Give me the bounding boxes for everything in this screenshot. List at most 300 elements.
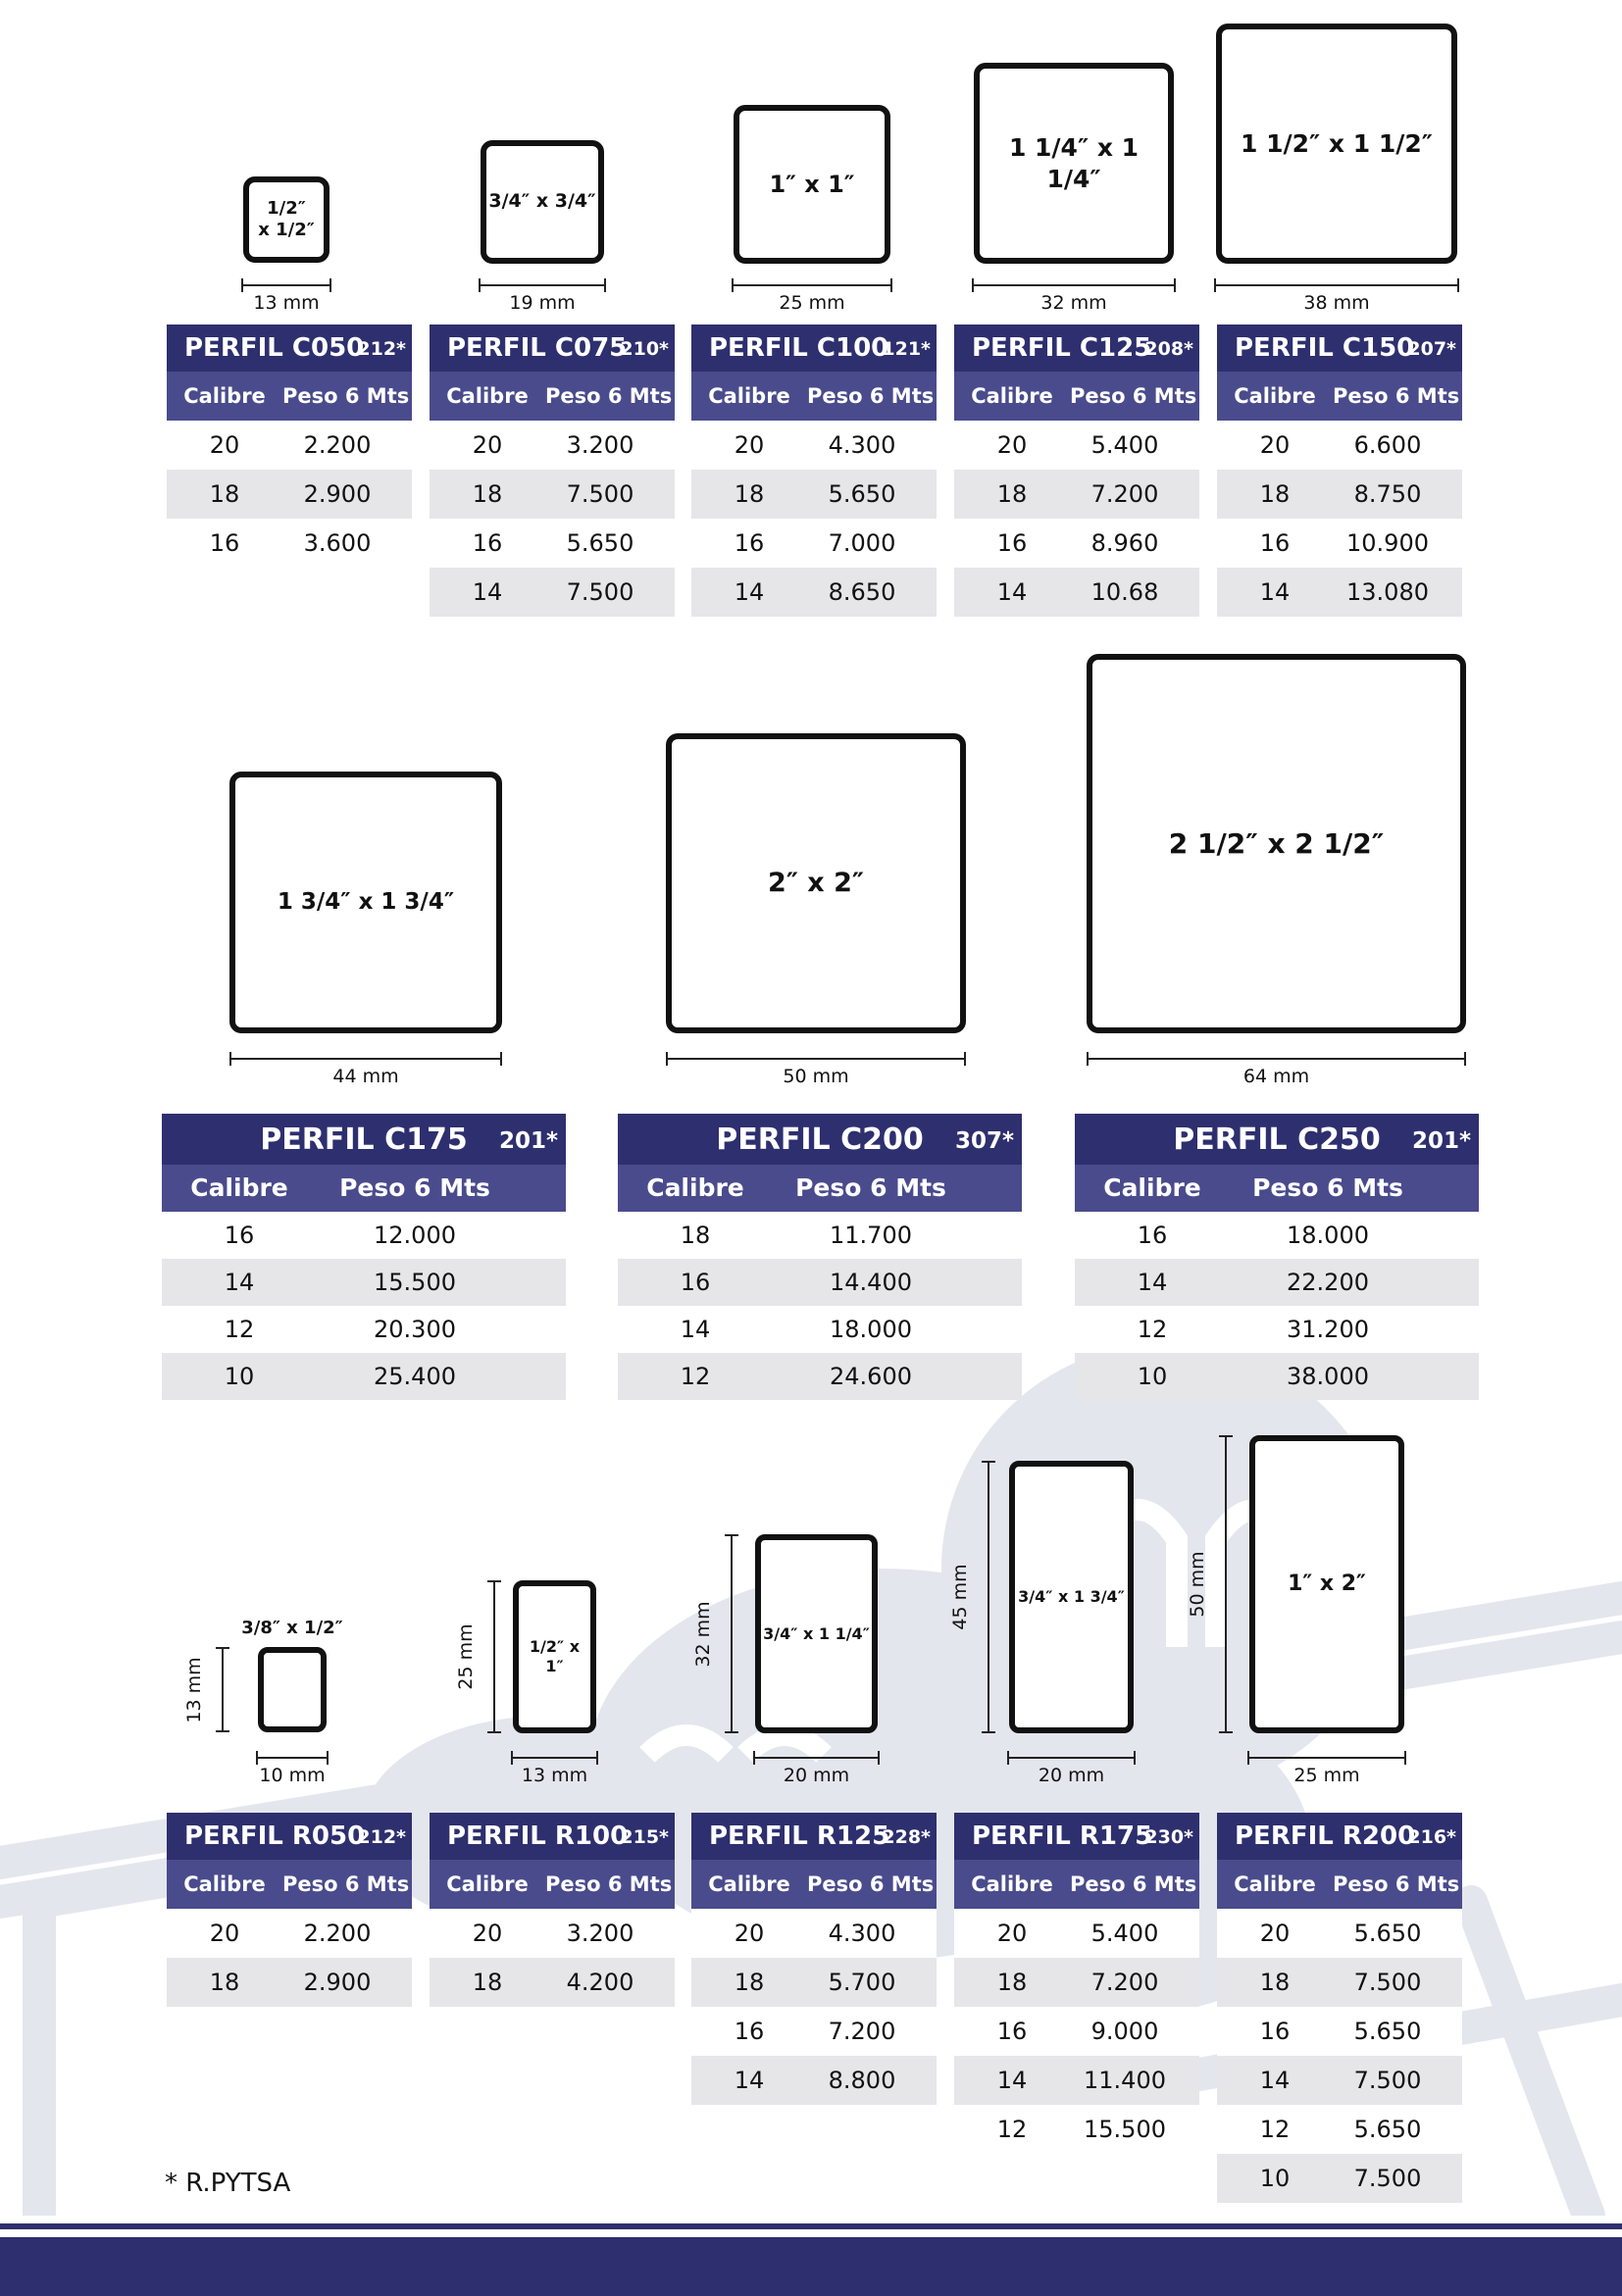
dimension-line — [666, 1058, 966, 1060]
cell-peso: 8.960 — [1090, 529, 1159, 557]
table-row — [162, 1353, 566, 1400]
dimension-tick — [666, 1052, 668, 1066]
profile-drawing — [1249, 1435, 1404, 1733]
reference-code: 307* — [954, 1128, 1014, 1154]
header-calibre: Calibre — [183, 384, 266, 408]
height-label: 45 mm — [949, 1564, 971, 1630]
profile-size-label — [769, 170, 854, 199]
cell-calibre: 18 — [996, 1969, 1028, 1996]
table-row — [1217, 1958, 1462, 2007]
width-dimension-line — [256, 1751, 329, 1765]
header-peso: Peso 6 Mts — [807, 1872, 935, 1896]
dimension-line — [1007, 1757, 1136, 1759]
header-peso: Peso 6 Mts — [545, 384, 673, 408]
spec-table — [167, 324, 412, 568]
table-row — [167, 1909, 412, 1958]
cell-calibre: 16 — [1259, 2018, 1291, 2045]
cell-peso: 9.000 — [1090, 2018, 1159, 2045]
cell-peso: 5.400 — [1090, 1920, 1159, 1947]
cell-peso: 4.300 — [828, 1920, 896, 1947]
dimension-tick — [1087, 1052, 1089, 1066]
width-label: 25 mm — [779, 292, 845, 314]
width-dimension-line — [1247, 1751, 1406, 1765]
cell-peso: 12.000 — [374, 1222, 456, 1249]
table-row — [618, 1259, 1022, 1306]
size-line: 1/2″ — [267, 197, 306, 219]
profile-code: PERFIL C050 — [184, 333, 365, 363]
column-headers — [618, 1165, 1022, 1212]
profile-drawing — [666, 733, 966, 1033]
height-dimension-line — [216, 1647, 229, 1732]
size-line: 1 1/4″ x 1 1/4″ — [1008, 133, 1140, 193]
dimension-tick — [753, 1751, 755, 1765]
profile-code: PERFIL C100 — [709, 333, 889, 363]
dimension-tick — [982, 1461, 995, 1463]
profile-code: PERFIL C075 — [447, 333, 628, 363]
table-row — [1217, 2007, 1462, 2056]
reference-code: 215* — [620, 1826, 669, 1848]
header-calibre: Calibre — [646, 1173, 744, 1202]
profile-size-label — [258, 198, 315, 242]
cell-peso: 13.080 — [1346, 578, 1429, 606]
table-title — [430, 1813, 675, 1860]
cell-peso: 3.200 — [566, 431, 634, 459]
table-row — [691, 2007, 937, 2056]
profile-size-label: 3/8″ x 1/2″ — [241, 1618, 343, 1638]
header-calibre: Calibre — [971, 384, 1053, 408]
table-row — [1075, 1306, 1479, 1353]
dimension-tick — [596, 1751, 598, 1765]
spec-table — [618, 1114, 1022, 1400]
dimension-tick — [1134, 1751, 1136, 1765]
width-label: 50 mm — [783, 1066, 849, 1087]
height-label: 50 mm — [1187, 1551, 1208, 1618]
size-line: 1″ x 1″ — [769, 171, 855, 198]
cell-peso: 10.68 — [1090, 578, 1159, 606]
cell-calibre: 12 — [996, 2116, 1028, 2143]
table-row — [1217, 2056, 1462, 2105]
profile-code: PERFIL C250 — [1173, 1123, 1381, 1157]
table-row — [618, 1306, 1022, 1353]
cell-calibre: 14 — [1259, 578, 1291, 606]
header-calibre: Calibre — [446, 384, 529, 408]
width-label: 44 mm — [332, 1066, 399, 1087]
spec-table — [1217, 324, 1462, 617]
height-dimension-line — [487, 1580, 501, 1733]
cell-calibre: 18 — [680, 1222, 711, 1249]
table-row — [1075, 1259, 1479, 1306]
width-label: 13 mm — [521, 1765, 588, 1786]
cell-calibre: 20 — [209, 1920, 240, 1947]
size-line: x 1/2″ — [258, 220, 315, 240]
profile-size-label: 1 3/4″ x 1 3/4″ — [277, 889, 455, 916]
height-label: 13 mm — [183, 1656, 205, 1723]
width-dimension-line — [753, 1751, 880, 1765]
cell-calibre: 16 — [680, 1269, 711, 1296]
reference-code: 216* — [1407, 1826, 1456, 1848]
header-peso: Peso 6 Mts — [1333, 384, 1460, 408]
profile-drawing — [229, 772, 502, 1033]
header-calibre: Calibre — [1234, 384, 1316, 408]
cell-calibre: 16 — [996, 2018, 1028, 2045]
cell-peso: 7.500 — [1353, 1969, 1422, 1996]
width-dimension-line — [479, 278, 606, 292]
table-row — [430, 568, 675, 617]
width-dimension-line — [241, 278, 331, 292]
dimension-tick — [487, 1731, 501, 1733]
cell-calibre: 12 — [224, 1316, 255, 1343]
cell-calibre: 18 — [209, 480, 240, 508]
table-title — [430, 324, 675, 372]
table-row — [1075, 1212, 1479, 1259]
profile-drawing — [243, 176, 329, 263]
cell-peso: 15.500 — [1084, 2116, 1166, 2143]
dimension-tick — [878, 1751, 880, 1765]
cell-calibre: 16 — [734, 529, 765, 557]
profile-code: PERFIL R050 — [184, 1822, 366, 1851]
spec-table — [1075, 1114, 1479, 1400]
cell-calibre: 18 — [734, 1969, 765, 1996]
reference-code: 208* — [1144, 338, 1193, 360]
width-label: 10 mm — [259, 1765, 326, 1786]
profile-drawing — [258, 1647, 327, 1732]
width-dimension-line — [732, 278, 892, 292]
dimension-tick — [500, 1052, 502, 1066]
dimension-tick — [725, 1731, 738, 1733]
dimension-tick — [511, 1751, 513, 1765]
profile-code: PERFIL C125 — [972, 333, 1152, 363]
profile-code: PERFIL C200 — [716, 1123, 924, 1157]
cell-calibre: 20 — [1259, 1920, 1291, 1947]
spec-table — [430, 324, 675, 617]
header-calibre: Calibre — [708, 384, 790, 408]
cell-peso: 7.200 — [1090, 1969, 1159, 1996]
dimension-line — [1214, 284, 1459, 286]
table-title — [1217, 1813, 1462, 1860]
profile-drawing — [734, 105, 890, 264]
cell-peso: 5.650 — [566, 529, 634, 557]
cell-peso: 7.200 — [1090, 480, 1159, 508]
profile-size-label — [488, 190, 595, 214]
profile-drawing — [974, 63, 1174, 264]
cell-peso: 5.650 — [1353, 1920, 1422, 1947]
cell-calibre: 12 — [1259, 2116, 1291, 2143]
table-row — [167, 519, 412, 568]
column-headers — [954, 372, 1199, 421]
column-headers — [954, 1860, 1199, 1909]
dimension-tick — [1219, 1435, 1233, 1437]
table-title — [167, 324, 412, 372]
dimension-line — [256, 1757, 329, 1759]
dimension-tick — [1007, 1751, 1009, 1765]
cell-calibre: 10 — [1259, 2165, 1291, 2192]
table-row — [954, 1958, 1199, 2007]
reference-code: 212* — [357, 338, 406, 360]
height-dimension-line — [1219, 1435, 1233, 1733]
header-peso: Peso 6 Mts — [545, 1872, 673, 1896]
column-headers — [430, 1860, 675, 1909]
cell-peso: 2.200 — [303, 1920, 372, 1947]
table-row — [954, 421, 1199, 470]
cell-peso: 7.000 — [828, 529, 896, 557]
profile-code: PERFIL R125 — [709, 1822, 890, 1851]
profile-drawing — [513, 1580, 596, 1733]
column-headers — [1217, 372, 1462, 421]
spec-table — [167, 1813, 412, 2007]
cell-peso: 11.700 — [830, 1222, 912, 1249]
width-dimension-line — [666, 1052, 966, 1066]
profile-drawing — [755, 1534, 878, 1733]
dimension-tick — [216, 1647, 229, 1649]
profile-size-label: 3/4″ x 1 1/4″ — [763, 1623, 870, 1643]
spec-table — [1217, 1813, 1462, 2203]
header-calibre: Calibre — [1103, 1173, 1201, 1202]
cell-calibre: 16 — [1137, 1222, 1168, 1249]
dimension-line — [1225, 1435, 1227, 1733]
cell-calibre: 16 — [224, 1222, 255, 1249]
table-row — [1217, 421, 1462, 470]
dimension-line — [731, 1534, 733, 1733]
column-headers — [167, 372, 412, 421]
width-dimension-line — [511, 1751, 598, 1765]
cell-calibre: 12 — [1137, 1316, 1168, 1343]
dimension-tick — [241, 278, 243, 292]
footer-divider — [0, 2223, 1622, 2229]
cell-calibre: 18 — [734, 480, 765, 508]
column-headers — [1217, 1860, 1462, 1909]
width-label: 20 mm — [1038, 1765, 1105, 1786]
reference-code: 121* — [882, 338, 931, 360]
spec-table — [162, 1114, 566, 1400]
profile-drawing — [481, 140, 604, 264]
table-row — [954, 1909, 1199, 1958]
spec-table — [691, 1813, 937, 2105]
dimension-line — [229, 1058, 502, 1060]
table-row — [691, 568, 937, 617]
cell-calibre: 20 — [1259, 431, 1291, 459]
cell-peso: 2.900 — [303, 480, 372, 508]
header-peso: Peso 6 Mts — [339, 1173, 490, 1202]
cell-peso: 5.650 — [1353, 2116, 1422, 2143]
table-row — [162, 1306, 566, 1353]
width-dimension-line — [972, 278, 1176, 292]
table-row — [691, 470, 937, 519]
cell-calibre: 20 — [472, 431, 503, 459]
cell-calibre: 14 — [1137, 1269, 1168, 1296]
table-row — [954, 519, 1199, 568]
dimension-line — [511, 1757, 598, 1759]
cell-peso: 7.500 — [566, 480, 634, 508]
cell-peso: 15.500 — [374, 1269, 456, 1296]
table-title — [954, 1813, 1199, 1860]
table-row — [1217, 2154, 1462, 2203]
table-row — [167, 1958, 412, 2007]
dimension-tick — [1247, 1751, 1249, 1765]
table-row — [1217, 519, 1462, 568]
header-peso: Peso 6 Mts — [1070, 384, 1197, 408]
column-headers — [430, 372, 675, 421]
profile-drawing — [1087, 654, 1466, 1033]
table-row — [167, 421, 412, 470]
reference-code: 228* — [882, 1826, 931, 1848]
dimension-tick — [256, 1751, 258, 1765]
reference-code: 201* — [498, 1128, 558, 1154]
table-row — [954, 470, 1199, 519]
cell-calibre: 16 — [996, 529, 1028, 557]
cell-calibre: 16 — [1259, 529, 1291, 557]
column-headers — [1075, 1165, 1479, 1212]
dimension-tick — [725, 1534, 738, 1536]
cell-peso: 8.800 — [828, 2067, 896, 2094]
width-dimension-line — [229, 1052, 502, 1066]
cell-peso: 8.650 — [828, 578, 896, 606]
table-row — [430, 421, 675, 470]
header-peso: Peso 6 Mts — [1333, 1872, 1460, 1896]
cell-peso: 6.600 — [1353, 431, 1422, 459]
cell-calibre: 20 — [472, 1920, 503, 1947]
cell-calibre: 18 — [1259, 480, 1291, 508]
profile-size-label: 1″ x 2″ — [1288, 1572, 1366, 1597]
width-label: 13 mm — [253, 292, 320, 314]
table-title — [167, 1813, 412, 1860]
cell-calibre: 18 — [996, 480, 1028, 508]
table-title — [691, 1813, 937, 1860]
dimension-line — [241, 284, 331, 286]
cell-peso: 38.000 — [1287, 1363, 1369, 1390]
profile-size-label: 3/4″ x 1 3/4″ — [1018, 1587, 1125, 1606]
profile-size-label: 1/2″ x 1″ — [529, 1637, 581, 1675]
cell-peso: 4.300 — [828, 431, 896, 459]
spec-table — [430, 1813, 675, 2007]
reference-code: 201* — [1411, 1128, 1471, 1154]
height-dimension-line — [982, 1461, 995, 1733]
cell-peso: 5.650 — [828, 480, 896, 508]
table-row — [162, 1212, 566, 1259]
dimension-tick — [1457, 278, 1459, 292]
cell-calibre: 12 — [680, 1363, 711, 1390]
cell-calibre: 16 — [734, 2018, 765, 2045]
dimension-line — [493, 1580, 495, 1733]
dimension-tick — [1464, 1052, 1466, 1066]
table-title — [1217, 324, 1462, 372]
table-row — [954, 2056, 1199, 2105]
footer-bar — [0, 2237, 1622, 2296]
dimension-tick — [982, 1731, 995, 1733]
dimension-tick — [479, 278, 481, 292]
dimension-line — [972, 284, 1176, 286]
cell-peso: 5.650 — [1353, 2018, 1422, 2045]
cell-peso: 14.400 — [830, 1269, 912, 1296]
profile-size-label — [980, 132, 1168, 194]
width-dimension-line — [1007, 1751, 1136, 1765]
cell-peso: 22.200 — [1287, 1269, 1369, 1296]
cell-peso: 7.500 — [1353, 2067, 1422, 2094]
table-title — [1075, 1114, 1479, 1165]
dimension-tick — [732, 278, 734, 292]
header-peso: Peso 6 Mts — [1070, 1872, 1197, 1896]
size-line: 1 1/2″ x 1 1/2″ — [1241, 128, 1433, 158]
dimension-tick — [1174, 278, 1176, 292]
width-label: 64 mm — [1242, 1066, 1310, 1087]
cell-peso: 3.200 — [566, 1920, 634, 1947]
dimension-tick — [1404, 1751, 1406, 1765]
header-calibre: Calibre — [708, 1872, 790, 1896]
table-row — [954, 2007, 1199, 2056]
reference-code: 210* — [620, 338, 669, 360]
height-dimension-line — [725, 1534, 738, 1733]
table-title — [954, 324, 1199, 372]
header-peso: Peso 6 Mts — [282, 1872, 410, 1896]
table-row — [167, 470, 412, 519]
footnote: * R.PYTSA — [165, 2169, 291, 2198]
header-calibre: Calibre — [183, 1872, 266, 1896]
column-headers — [162, 1165, 566, 1212]
table-row — [162, 1259, 566, 1306]
cell-calibre: 16 — [472, 529, 503, 557]
dimension-line — [1247, 1757, 1406, 1759]
cell-calibre: 14 — [224, 1269, 255, 1296]
header-calibre: Calibre — [1234, 1872, 1316, 1896]
cell-calibre: 14 — [734, 2067, 765, 2094]
table-row — [430, 519, 675, 568]
profile-code: PERFIL R200 — [1235, 1822, 1416, 1851]
spec-table — [954, 1813, 1199, 2154]
cell-peso: 5.400 — [1090, 431, 1159, 459]
profile-code: PERFIL C175 — [260, 1123, 468, 1157]
reference-code: 207* — [1407, 338, 1456, 360]
cell-calibre: 20 — [996, 431, 1028, 459]
table-row — [430, 470, 675, 519]
cell-calibre: 18 — [1259, 1969, 1291, 1996]
dimension-tick — [604, 278, 606, 292]
table-row — [430, 1958, 675, 2007]
table-row — [691, 2056, 937, 2105]
cell-peso: 11.400 — [1084, 2067, 1166, 2094]
cell-calibre: 20 — [734, 1920, 765, 1947]
height-label: 25 mm — [455, 1623, 477, 1690]
profile-size-label: 2 1/2″ x 2 1/2″ — [1168, 827, 1385, 860]
header-peso: Peso 6 Mts — [807, 384, 935, 408]
cell-calibre: 18 — [472, 1969, 503, 1996]
cell-calibre: 20 — [734, 431, 765, 459]
cell-peso: 2.900 — [303, 1969, 372, 1996]
profile-size-label — [1241, 128, 1433, 159]
cell-calibre: 14 — [734, 578, 765, 606]
dimension-tick — [1219, 1731, 1233, 1733]
width-label: 32 mm — [1040, 292, 1107, 314]
dimension-line — [479, 284, 606, 286]
dimension-tick — [329, 278, 331, 292]
dimension-line — [222, 1647, 224, 1732]
reference-code: 230* — [1144, 1826, 1193, 1848]
size-line: 3/4″ x 3/4″ — [488, 190, 596, 213]
cell-calibre: 20 — [209, 431, 240, 459]
width-label: 25 mm — [1293, 1765, 1360, 1786]
table-title — [618, 1114, 1022, 1165]
spec-table — [954, 324, 1199, 617]
cell-peso: 25.400 — [374, 1363, 456, 1390]
header-peso: Peso 6 Mts — [795, 1173, 946, 1202]
table-row — [691, 1909, 937, 1958]
table-row — [1075, 1353, 1479, 1400]
width-label: 38 mm — [1303, 292, 1370, 314]
cell-calibre: 14 — [1259, 2067, 1291, 2094]
dimension-tick — [890, 278, 892, 292]
cell-peso: 2.200 — [303, 431, 372, 459]
dimension-line — [753, 1757, 880, 1759]
table-title — [162, 1114, 566, 1165]
width-label: 19 mm — [509, 292, 576, 314]
